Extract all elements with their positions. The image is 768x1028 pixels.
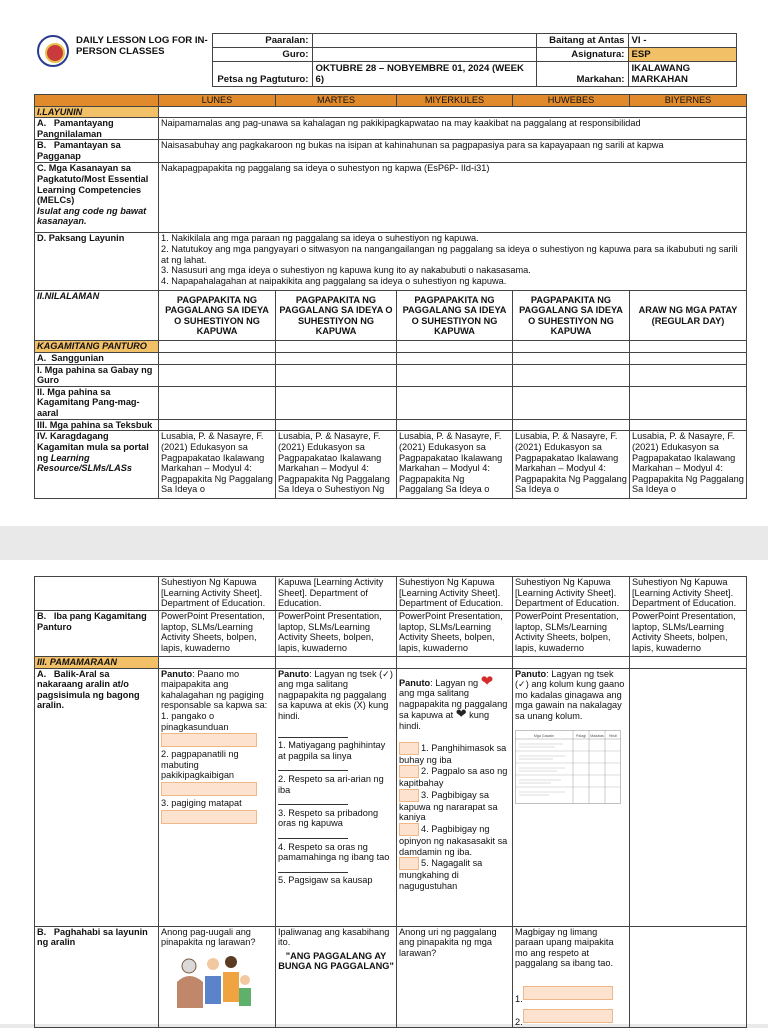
frequency-checklist-table [515, 730, 621, 804]
pamamaraan-heading: III. PAMAMARAAN [35, 657, 159, 669]
pamantayang-pangnilalaman-label: A. Pamantayang Pangnilalaman [35, 118, 159, 140]
list-item: 4. Respeto sa oras ng pamamahinga ng ibang tao [278, 841, 390, 863]
paksang-layunin-item: 1. Nakikilala ang mga paraan ng paggalang sa ideya o suhestiyon ng kapuwa. [161, 233, 479, 244]
answer-line[interactable] [278, 728, 348, 738]
nilalaman-label: II.NILALAMAN [35, 291, 159, 341]
day-header-huwebes: HUWEBES [513, 95, 630, 107]
answer-line[interactable] [278, 795, 348, 805]
karagdagang-lunes: Lusabia, P. & Nasayre, F. (2021) Edukasyon sa Pagpapakatao Ikalawang Markahan – Modyul 4: Pagpapakita Ng Paggalang Sa Ideya o [159, 431, 276, 499]
guro-label: Guro: [212, 48, 312, 62]
list-item: 3. pagiging matapat [161, 797, 242, 808]
answer-box[interactable] [399, 823, 419, 836]
paaralan-label: Paaralan: [212, 34, 312, 48]
karagdagang-cont-martes: Kapuwa [Learning Activity Sheet]. Department of Education. [276, 577, 397, 611]
kagamitang-heading: KAGAMITANG PANTURO [35, 341, 159, 353]
panuto-label: Panuto [278, 668, 310, 679]
nilalaman-miyerkules: PAGPAPAKITA NG PAGGALANG SA IDEYA O SUHESTIYON NG KAPUWA [397, 291, 513, 341]
heart-icon: ❤ [480, 672, 494, 690]
answer-box[interactable] [399, 857, 419, 870]
list-item: 1. Panghihimasok sa buhay ng iba [399, 742, 507, 765]
nilalaman-martes: PAGPAPAKITA NG PAGGALANG SA IDEYA O SUHESTIYON NG KAPUWA [276, 291, 397, 341]
checklist-head: Hindi [608, 733, 618, 738]
lesson-table-page2 [34, 576, 747, 1028]
nilalaman-lunes: PAGPAPAKITA NG PAGGALANG SA IDEYA O SUHESTIYON NG KAPUWA [159, 291, 276, 341]
list-item: 2. Respeto sa ari-arian ng iba [278, 773, 384, 795]
list-number: 2. [515, 1016, 523, 1027]
panuto-label: Panuto [161, 668, 193, 679]
nilalaman-biyernes: ARAW NG MGA PATAY (REGULAR DAY) [630, 291, 747, 341]
day-header-lunes: LUNES [159, 95, 276, 107]
melc-text: Nakapagpapakita ng paggalang sa ideya o suhestyon ng kapwa (EsP6P- IId-i31) [159, 163, 747, 233]
paghahabi-huwebes [513, 926, 630, 1028]
day-header-miyerkules: MIYERKULES [397, 95, 513, 107]
karagdagang-huwebes: Lusabia, P. & Nasayre, F. (2021) Edukasyon sa Pagpapakatao Ikalawang Markahan – Modyul 4: Pagpapakita Ng Paggalang Sa Ideya o [513, 431, 630, 499]
petsa-field[interactable]: OKTUBRE 28 – NOBYEMBRE 01, 2024 (WEEK 6) [312, 62, 536, 87]
pang-mag-aaral-label: II. Mga pahina sa Kagamitang Pang-mag-aaral [35, 386, 159, 419]
checklist-head: Palagi [576, 733, 586, 738]
karagdagang-label: IV. Karagdagang Kagamitan mula sa portal ng [37, 431, 149, 463]
panuto-label: Panuto [399, 677, 431, 688]
balik-aral-huwebes [513, 668, 630, 926]
iba-pang-miyerkules: PowerPoint Presentation, laptop, SLMs/Learning Activity Sheets, bolpen, lapis, kuwaderno [397, 611, 513, 657]
teksbuk-label: III. Mga pahina sa Teksbuk [35, 419, 159, 431]
list-item: 2. Pagpalo sa aso ng kapitbahay [399, 766, 508, 789]
gabay-label: I. Mga pahina sa Gabay ng Guro [35, 364, 159, 386]
list-item: 1. Matiyagang paghihintay at pagpila sa linya [278, 740, 386, 761]
checklist-head: Mga Gawain [533, 733, 555, 738]
petsa-label: Petsa ng Pagtuturo: [212, 62, 312, 87]
broken-heart-icon: ❤ [455, 706, 467, 722]
panuto-text: kung hindi. [399, 710, 490, 731]
paghahabi-lunes [159, 926, 276, 1028]
paghahabi-question: Anong pag-uugali ang pinapakita ng larawan? [161, 926, 256, 948]
iba-pang-martes: PowerPoint Presentation, laptop, SLMs/Learning Activity Sheets, bolpen, lapis, kuwaderno [276, 611, 397, 657]
asignatura-label: Asignatura: [536, 48, 628, 62]
iba-pang-lunes: PowerPoint Presentation, laptop, SLMs/Learning Activity Sheets, bolpen, lapis, kuwaderno [159, 611, 276, 657]
school-title: DAILY LESSON LOG FOR IN-PERSON CLASSES [76, 34, 208, 57]
balik-aral-biyernes [630, 668, 747, 926]
answer-line[interactable] [278, 761, 348, 771]
lesson-table-page1 [34, 94, 747, 499]
balik-aral-miyerkules [397, 668, 513, 926]
day-header-martes: MARTES [276, 95, 397, 107]
header-table [34, 33, 737, 87]
markahan-field[interactable]: IKALAWANG MARKAHAN [628, 62, 736, 87]
answer-line[interactable] [278, 863, 348, 873]
nilalaman-huwebes: PAGPAPAKITA NG PAGGALANG SA IDEYA O SUHESTIYON NG KAPUWA [513, 291, 630, 341]
paghahabi-label: B. Paghahabi sa layunin ng aralin [35, 926, 159, 1028]
panuto-text: : Lagyan ng tsek (✓) ang kolum kung gaano mo kadalas ginagawa ang mga gawain na nakalagay sa unang kolum. [515, 668, 625, 721]
iba-pang-biyernes: PowerPoint Presentation, laptop, SLMs/Learning Activity Sheets, bolpen, lapis, kuwaderno [630, 611, 747, 657]
paghahabi-question: Magbigay ng limang paraan upang maipakita mo ang respeto at paggalang sa ibang tao. [515, 926, 614, 969]
karagdagang-label-cell [35, 431, 159, 499]
guro-field[interactable] [312, 48, 536, 62]
page-2 [0, 560, 768, 1027]
list-item: 1. pangako o pinagkasunduan [161, 710, 229, 732]
karagdagang-cont-huwebes: Suhestiyon Ng Kapuwa [Learning Activity Sheet]. Department of Education. [513, 577, 630, 611]
answer-box[interactable] [523, 986, 613, 1000]
list-number: 1. [515, 993, 523, 1004]
paksang-layunin-list [159, 233, 747, 291]
paksang-layunin-label: D. Paksang Layunin [35, 233, 159, 291]
iba-pang-label: B. Iba pang Kagamitang Panturo [35, 611, 159, 657]
asignatura-field[interactable]: ESP [628, 48, 736, 62]
paghahabi-question: Anong uri ng paggalang ang pinapakita ng mga larawan? [399, 926, 497, 958]
karagdagang-martes: Lusabia, P. & Nasayre, F. (2021) Edukasyon sa Pagpapakatao Ikalawang Markahan – Modyul 4: Pagpapakita Ng Paggalang Sa Ideya o Suhestiyon Ng [276, 431, 397, 499]
panuto-text: ang mga salitang nagpapakita ng paggalang sa kapuwa at [399, 688, 508, 721]
list-item: 3. Respeto sa pribadong oras ng kapuwa [278, 807, 379, 829]
answer-line[interactable] [278, 829, 348, 839]
karagdagang-label-italic: Learning Resource/SLMs/LASs [37, 452, 132, 474]
day-header-biyernes: BIYERNES [630, 95, 747, 107]
layunin-heading: I.LAYUNIN [35, 106, 159, 118]
answer-box[interactable] [523, 1009, 613, 1023]
paksang-layunin-item: 4. Napapahalagahan at naipakikita ang paggalang sa ideya o suhestiyon ng kapuwa. [161, 275, 507, 286]
answer-box[interactable] [399, 742, 419, 755]
balik-aral-lunes [159, 668, 276, 926]
karagdagang-cont-biyernes: Suhestiyon Ng Kapuwa [Learning Activity Sheet]. Department of Education. [630, 577, 747, 611]
baitang-label: Baitang at Antas [536, 34, 628, 48]
list-item: 3. Pagbibigay sa kapuwa ng nararapat sa kaniya [399, 789, 498, 823]
karagdagang-cont-lunes: Suhestiyon Ng Kapuwa [Learning Activity Sheet]. Department of Education. [159, 577, 276, 611]
paghahabi-miyerkules [397, 926, 513, 1028]
panuto-text: : Lagyan ng [430, 677, 479, 688]
melc-label-cell [35, 163, 159, 233]
panuto-label: Panuto [515, 668, 547, 679]
markahan-label: Markahan: [536, 62, 628, 87]
answer-box[interactable] [161, 733, 257, 747]
paghahabi-biyernes [630, 926, 747, 1028]
pamantayan-pagganap-label: B. Pamantayan sa Pagganap [35, 140, 159, 163]
balik-aral-label: A. Balik-Aral sa nakaraang aralin at/o pagsisimula ng bagong aralin. [35, 668, 159, 926]
paaralan-field[interactable] [312, 34, 536, 48]
list-item: 2. pagpapanatili ng mabuting pakikipagkaibigan [161, 749, 239, 781]
balik-aral-martes [276, 668, 397, 926]
karagdagang-cont-miyerkules: Suhestiyon Ng Kapuwa [Learning Activity Sheet]. Department of Education. [397, 577, 513, 611]
pamantayan-pagganap-text: Naisasabuhay ang pagkakaroon ng bukas na isipan at kahinahunan sa pagpapasiya para sa kapayapaan ng sarili at kapwa [159, 140, 747, 163]
iba-pang-huwebes: PowerPoint Presentation, laptop, SLMs/Learning Activity Sheets, bolpen, lapis, kuwaderno [513, 611, 630, 657]
answer-box[interactable] [161, 810, 257, 824]
paksang-layunin-item: 2. Natutukoy ang mga pangyayari o sitwasyon na nangangailangan ng paggalang sa ideya o suhestiyon ng kapuwa para sa ikabubuti ng sarili at ng lahat. [161, 243, 738, 265]
panuto-text: : Lagyan ng tsek (✓) ang mga salitang nagpapakita ng paggalang sa kapuwa at ekis (X) kung hindi. [278, 668, 393, 721]
panuto-text: : Paano mo maipapakita ang kahalagahan ng pagiging responsable sa kapwa sa: [161, 668, 268, 711]
list-item: 4. Pagbibigay ng opinyon ng nakasasakit sa damdamin ng iba. [399, 823, 508, 857]
answer-box[interactable] [161, 782, 257, 796]
checklist-head: Madalas [590, 733, 604, 738]
kasabihan-quote: "ANG PAGGALANG AY BUNGA NG PAGGALANG" [278, 950, 394, 972]
baitang-field[interactable]: VI - [628, 34, 736, 48]
karagdagang-biyernes: Lusabia, P. & Nasayre, F. (2021) Edukasyon sa Pagpapakatao Ikalawang Markahan – Modyul 4: Pagpapakita Ng Paggalang Sa Ideya o [630, 431, 747, 499]
answer-box[interactable] [399, 765, 419, 778]
list-item: 5. Nagagalit sa mungkahing di nagugustuhan [399, 858, 483, 891]
paghahabi-martes [276, 926, 397, 1028]
melc-note: Isulat ang code ng bawat kasanayan. [37, 205, 147, 227]
list-item: 5. Pagsigaw sa kausap [278, 875, 373, 886]
pamantayang-pangnilalaman-text: Naipamamalas ang pag-unawa sa kahalagan ng pakikipagkapwatao na may kaakibat na paggalang at responsibilidad [159, 118, 747, 140]
sanggunian-label: A. Sanggunian [35, 352, 159, 364]
karagdagang-miyerkules: Lusabia, P. & Nasayre, F. (2021) Edukasyon sa Pagpapakatao Ikalawang Markahan – Modyul 4: Pagpapakita Ng Paggalang Sa Ideya o [397, 431, 513, 499]
paksang-layunin-item: 3. Nasusuri ang mga ideya o suhestiyon ng kapuwa kung ito ay nakabubuti o nakasasama. [161, 265, 531, 276]
paghahabi-question: Ipaliwanag ang kasabihang ito. [278, 926, 390, 948]
answer-box[interactable] [399, 789, 419, 802]
family-respect-illustration [167, 952, 257, 1014]
melc-label: C. Mga Kasanayan sa Pagkatuto/Most Essential Learning Competencies (MELCs) [37, 163, 149, 206]
